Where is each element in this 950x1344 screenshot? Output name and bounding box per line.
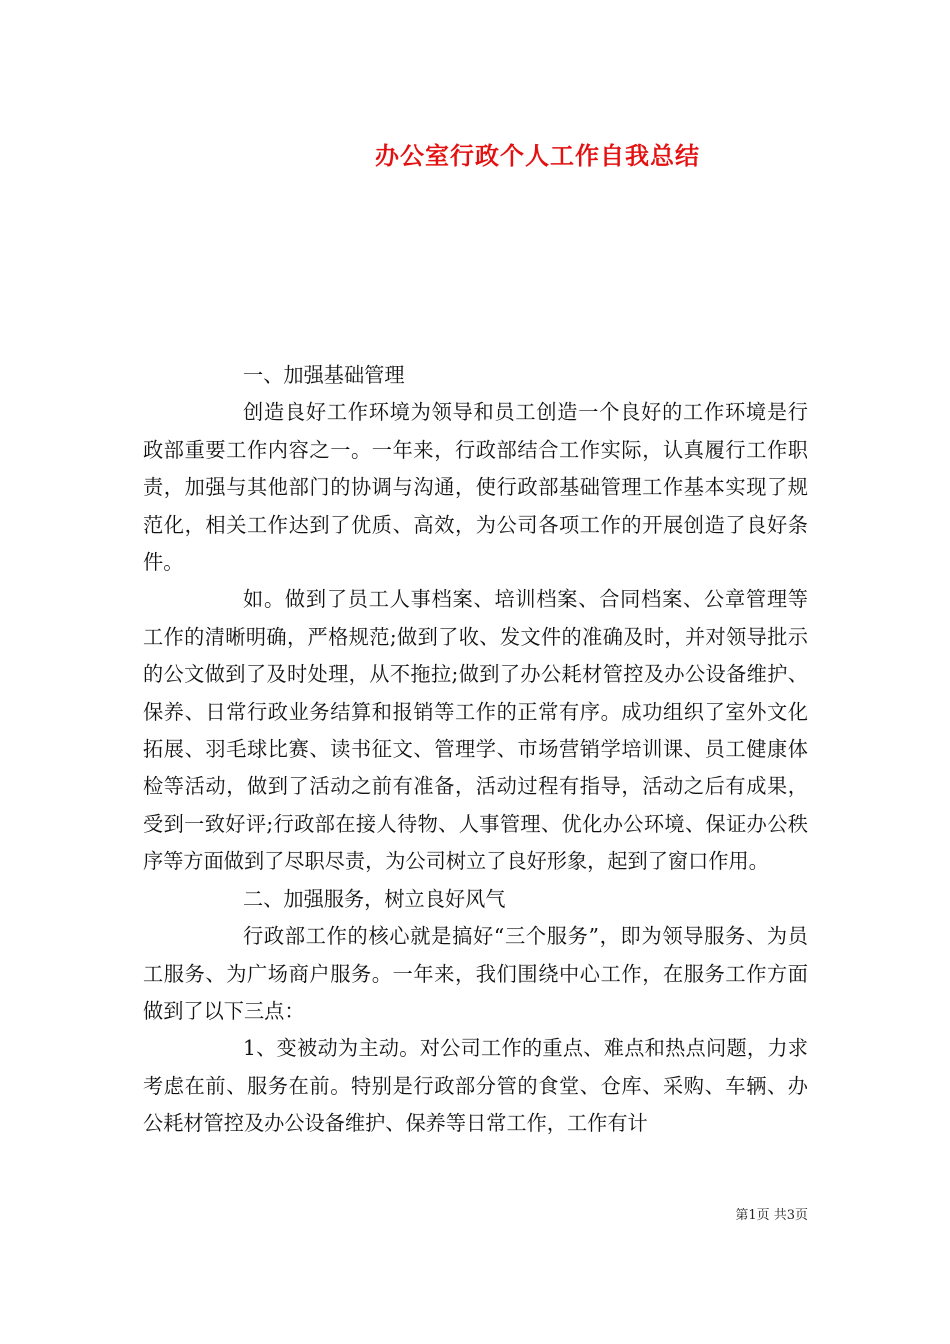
paragraph-1: 创造良好工作环境为领导和员工创造一个良好的工作环境是行政部重要工作内容之一。一年来，行政部结合工作实际，认真履行工作职责，加强与其他部门的协调与沟通，使行政部基础管理工作基本实现了规范化，相关工作达到了优质、高效，为公司各项工作的开展创造了良好条件。 [143, 400, 808, 575]
paragraph-4: 1、变被动为主动。对公司工作的重点、难点和热点问题，力求考虑在前、服务在前。特别是行政部分管的食堂、仓库、采购、车辆、办公耗材管控及办公设备维护、保养等日常工作，工作有计 [143, 1036, 808, 1136]
paragraph-3: 行政部工作的核心就是搞好“三个服务”，即为领导服务、为员工服务、为广场商户服务。一年来，我们围绕中心工作，在服务工作方面做到了以下三点： [143, 924, 808, 1023]
paragraph-2: 如。做到了员工人事档案、培训档案、合同档案、公章管理等工作的清晰明确，严格规范;做到了收、发文件的准确及时，并对领导批示的公文做到了及时处理，从不拖拉;做到了办公耗材管控及办公设备维护、保养、日常行政业务结算和报销等工作的正常有序。成功组织了室外文化拓展、羽毛球比赛、读书征文、管理学、市场营销学培训课、员工健康体检等活动，做到了活动之前有准备，活动过程有指导，活动之后有成果，受到一致好评;行政部在接人待物、人事管理、优化办公环境、保证办公秩序等方面做到了尽职尽责，为公司树立了良好形象，起到了窗口作用。 [143, 587, 808, 874]
document-body [143, 357, 808, 1143]
section-heading-1: 一、加强基础管理 [243, 363, 405, 387]
section-heading-2: 二、加强服务，树立良好风气 [243, 886, 506, 911]
document-title: 办公室行政个人工作自我总结 [375, 141, 700, 170]
page-number-footer: 第1页 共3页 [735, 1208, 808, 1223]
